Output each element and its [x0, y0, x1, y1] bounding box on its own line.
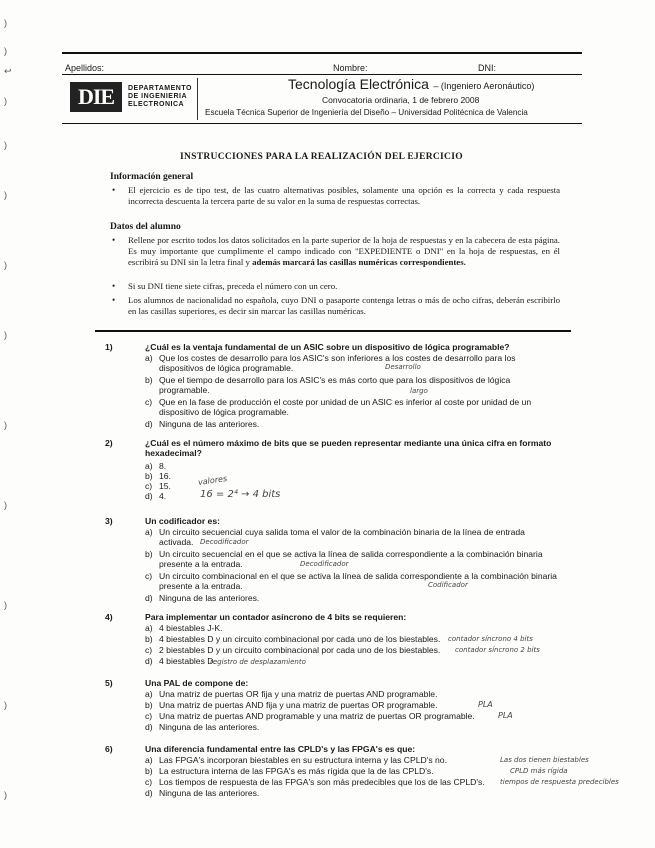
question-number: 5) — [105, 678, 113, 688]
subject-suffix: – (Ingeniero Aeronáutico) — [433, 81, 535, 91]
subject: Tecnología Electrónica — [288, 76, 429, 92]
question-text: Una diferencia fundamental entre las CPLD's y las FPGA's es que: — [145, 744, 416, 754]
general-heading: Información general — [110, 172, 194, 182]
school-name: Escuela Técnica Superior de Ingeniería del Diseño – Universidad Politécnica de Valencia — [205, 108, 528, 117]
question-4: 4) Para implementar un contador asíncrono de 4 bits se requieren: a) 4 biestables J-K. b) 4 biestables D y un circuito combinacional por cada uno de los biestables. c) 2 biestables D y un circuito combinacional por cada uno de los biestables. d) 4 biestables D. — [105, 612, 575, 672]
handwritten-note: Las dos tienen biestables — [500, 756, 589, 764]
handwritten-note: valores — [197, 474, 228, 487]
general-text: El ejercicio es de tipo test, de las cuatro alternativas posibles, solamente una opción es la correcta y cada respuesta incorrecta descuenta la tercera parte de su valor en la suma de respuestas correctas. — [128, 185, 560, 206]
bullet-icon: • — [112, 235, 116, 245]
question-5: 5) Una PAL de compone de: a) Una matriz de puertas OR fija y una matriz de puertas AND programable. b) Una matriz de puertas AND fija y una matriz de puertas OR programable. c) Una matriz de puertas AND programable y una matriz de puertas OR programable. d) Ninguna de las anteriores. — [105, 678, 575, 738]
handwritten-calc: 16 = 2⁴ → 4 bits — [200, 489, 281, 500]
question-number: 6) — [105, 744, 113, 754]
student-heading: Datos del alumno — [110, 222, 181, 232]
name-label: Nombre: — [333, 63, 368, 73]
dni-label: DNI: — [478, 63, 496, 73]
dept-line: DE INGENIERIA — [128, 93, 188, 100]
question-6: 6) Una diferencia fundamental entre las CPLD's y las FPGA's es que: a) Las FPGA's incorporan biestables en su estructura interna y las CPLD's no. b) La estructura interna de las FPGA's es más rígida que la de las CPLD's. c) Los tiempos de respuesta de las FPGA's son más predecibles que los de las CPLD's. d) Ninguna de las anteriores. — [105, 744, 575, 804]
logo-text: DIE — [77, 84, 115, 109]
student-bullet-2: Si su DNI tiene siete cifras, preceda el número con un cero. — [128, 281, 338, 291]
question-text: ¿Cuál es la ventaja fundamental de un ASIC sobre un dispositivo de lógica programable? — [145, 342, 510, 352]
instructions-title: INSTRUCCIONES PARA LA REALIZACIÓN DEL EJERCICIO — [180, 152, 463, 162]
handwritten-note: Desarrollo — [385, 363, 421, 371]
question-number: 2) — [105, 438, 113, 448]
question-1: 1) ¿Cuál es la ventaja fundamental de un ASIC sobre un dispositivo de lógica programable? a) Que los costes de desarrollo para los ASIC's son inferiores a los costes de desarrollo para los dispositivos de lógica programable. b) Que el tiempo de desarrollo para los ASIC's es más corto que para los dispositivos de lógica programable. c) Que en la fase de producción el coste por unidad de un ASIC es inferior al coste por unidad de un dispositivo de lógica programable. d) Ninguna de las anteriores. — [105, 342, 575, 432]
exam-session: Convocatoria ordinaria, 1 de febrero 2008 — [322, 95, 480, 105]
header-bottom-rule — [62, 123, 582, 124]
bullet-icon: • — [112, 295, 116, 305]
bullet-icon: • — [112, 185, 116, 195]
handwritten-note: tiempos de respuesta predecibles — [500, 778, 619, 786]
subject-title — [288, 76, 534, 94]
student-bullet-1-bold: además marcará las casillas numéricas correspondientes. — [252, 257, 466, 267]
handwritten-note: Decodificador — [200, 538, 249, 546]
instructions-rule — [95, 330, 571, 332]
department-name — [128, 85, 192, 109]
student-bullet-1 — [128, 235, 560, 268]
handwritten-note: Codificador — [428, 581, 468, 589]
question-text: Un codificador es: — [145, 516, 220, 526]
dept-line: ELECTRONICA — [128, 101, 185, 108]
handwritten-note: CPLD más rígida — [510, 767, 568, 775]
question-number: 1) — [105, 342, 113, 352]
question-text: ¿Cuál es el número máximo de bits que se pueden representar mediante una única cifra en formato hexadecimal? — [145, 438, 552, 458]
handwritten-note: largo — [410, 387, 428, 395]
header-mid-rule — [62, 74, 582, 75]
question-number: 3) — [105, 516, 113, 526]
header-divider — [197, 78, 198, 120]
header-top-rule — [62, 52, 582, 54]
handwritten-note: PLA — [478, 700, 493, 709]
handwritten-note: contador síncrono 4 bits — [448, 635, 533, 643]
dept-line: DEPARTAMENTO — [128, 85, 192, 92]
handwritten-note: contador síncrono 2 bits — [455, 646, 540, 654]
question-3: 3) Un codificador es: a) Un circuito secuencial cuya salida toma el valor de la combinación binaria de la línea de entrada activada. b) Un circuito secuencial en el que se activa la línea de salida correspondiente a la combinación binaria presente a la entrada. c) Un circuito combinacional en el que se activa la línea de salida correspondiente a la combinación binaria presente a la entrada. d) Ninguna de las anteriores. — [105, 516, 575, 601]
question-text: Una PAL de compone de: — [145, 678, 249, 688]
question-text: Para implementar un contador asíncrono de 4 bits se requieren: — [145, 612, 407, 622]
question-2: 2) ¿Cuál es el número máximo de bits que se pueden representar mediante una única cifra en formato hexadecimal? a) 8. b) 16. c) 15. d) 4. — [105, 438, 575, 508]
handwritten-note: registro de desplazamiento — [210, 658, 306, 666]
handwritten-note: Decodificador — [300, 560, 349, 568]
student-bullet-3: Los alumnos de nacionalidad no española, cuyo DNI o pasaporte contenga letras o más de ocho cifras, deberán escribirlo en las casillas superiores, es decir sin marcar las casillas numéricas. — [128, 295, 560, 316]
handwritten-note: PLA — [498, 711, 513, 720]
student-bullet-1-text: Rellene por escrito todos los datos solicitados en la parte superior de la hoja de respuestas y en la cabecera de esta página. Es muy importante que cumplimente el campo indicado con "EXPEDIENTE o DNI" en la hoja de respuestas, en él escribirá su DNI sin la letra final y — [128, 235, 560, 267]
surname-label: Apellidos: — [65, 63, 105, 73]
department-logo — [70, 82, 122, 112]
question-number: 4) — [105, 612, 113, 622]
bullet-icon: • — [112, 281, 116, 291]
